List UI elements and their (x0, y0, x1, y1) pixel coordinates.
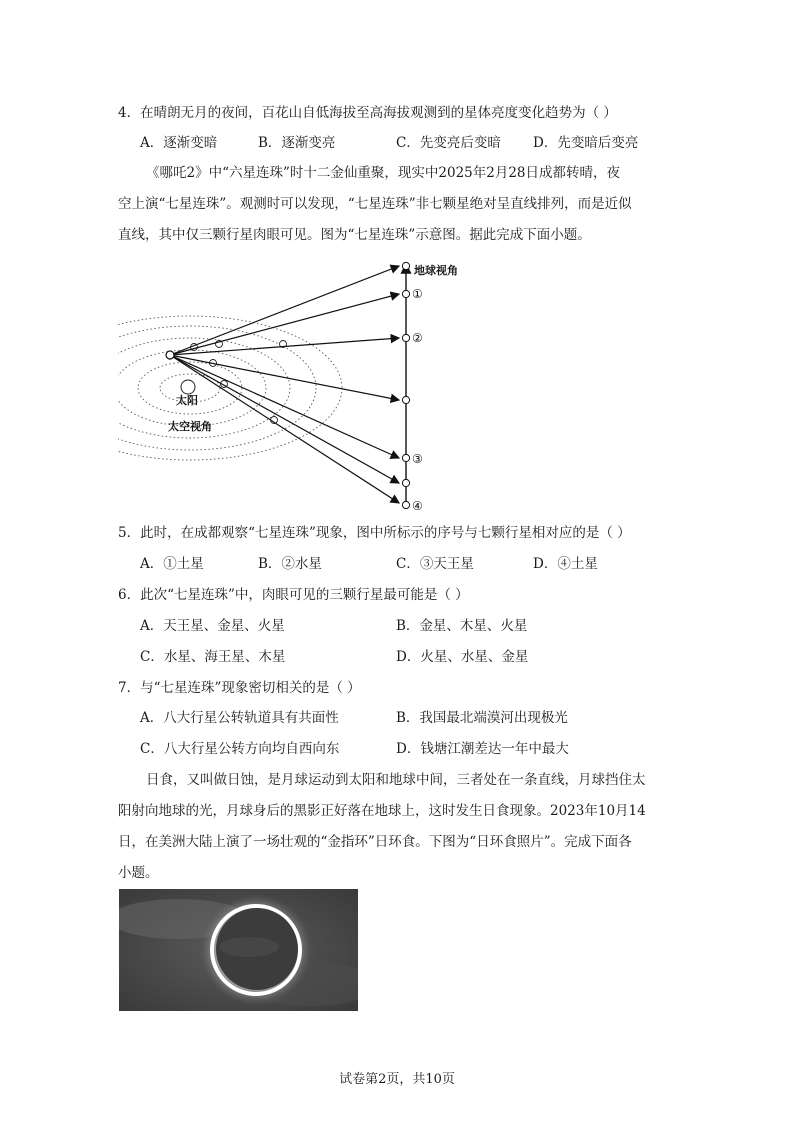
passage1-line3: 直线，其中仅三颗行星肉眼可见。图为“七星连珠”示意图。据此完成下面小题。 (118, 227, 591, 243)
passage1-line1: 《哪吒2》中“六星连珠”时十二金仙重聚，现实中2025年2月28日成都转晴，夜 (146, 165, 621, 181)
q7-option-d: D．钱塘江潮差达一年中最大 (396, 741, 569, 757)
marker-1: ① (412, 287, 423, 301)
q6-option-c: C．水星、海王星、木星 (140, 649, 286, 665)
seven-planet-alignment-figure (118, 258, 478, 520)
passage1-line2: 空上演“七星连珠”。观测时可以发现，“七星连珠”非七颗星绝对呈直线排列，而是近似 (118, 196, 632, 212)
q7-stem: 7．与“七星连珠”现象密切相关的是（ ） (118, 680, 361, 696)
q6-option-d: D．火星、水星、金星 (396, 649, 529, 665)
space-view-label: 太空视角 (168, 420, 212, 433)
q4-option-b: B．逐渐变亮 (258, 135, 336, 151)
sun-circle (181, 380, 195, 394)
marker-3: ③ (412, 452, 423, 466)
page-footer: 试卷第2页，共10页 (339, 1072, 455, 1087)
q7-option-b: B．我国最北端漠河出现极光 (396, 710, 568, 726)
q5-stem: 5．此时，在成都观察“七星连珠”现象，图中所标示的序号与七颗行星相对应的是（ ） (118, 525, 631, 541)
earth-view-label: 地球视角 (414, 264, 458, 277)
passage2-line3: 日，在美洲大陆上演了一场壮观的“金指环”日环食。下图为“日环食照片”。完成下面各 (118, 834, 632, 850)
q5-option-c: C．③天王星 (396, 556, 474, 572)
earth-circle (166, 351, 174, 359)
passage2-line2: 阳射向地球的光，月球身后的黑影正好落在地球上，这时发生日食现象。2023年10月14 (118, 803, 646, 819)
eclipse-image (119, 889, 358, 1011)
q5-option-a: A．①土星 (140, 556, 204, 572)
q7-option-a: A．八大行星公转轨道具有共面性 (140, 710, 339, 726)
q6-option-b: B．金星、木星、火星 (396, 618, 528, 634)
q5-option-b: B．②水星 (258, 556, 322, 572)
alignment-diagram (118, 258, 478, 520)
q4-option-a: A．逐渐变暗 (140, 135, 218, 151)
sun-label: 太阳 (176, 394, 198, 407)
passage2-line4: 小题。 (118, 865, 159, 881)
q4-option-d: D．先变暗后变亮 (533, 135, 639, 151)
q7-option-c: C．八大行星公转方向均自西向东 (140, 741, 340, 757)
annular-eclipse-photo (119, 889, 358, 1011)
marker-4: ④ (412, 499, 423, 513)
q6-stem: 6．此次“七星连珠”中，肉眼可见的三颗行星最可能是（ ） (118, 587, 469, 603)
q6-option-a: A．天王星、金星、火星 (140, 618, 285, 634)
q4-option-c: C．先变亮后变暗 (396, 135, 501, 151)
q4-stem: 4．在晴朗无月的夜间，百花山自低海拔至高海拔观测到的星体亮度变化趋势为（ ） (118, 105, 617, 121)
sight-lines (170, 266, 399, 503)
marker-2: ② (412, 331, 423, 345)
passage2-line1: 日食，又叫做日蚀，是月球运动到太阳和地球中间，三者处在一条直线，月球挡住太 (146, 772, 646, 788)
q5-option-d: D．④土星 (533, 556, 598, 572)
